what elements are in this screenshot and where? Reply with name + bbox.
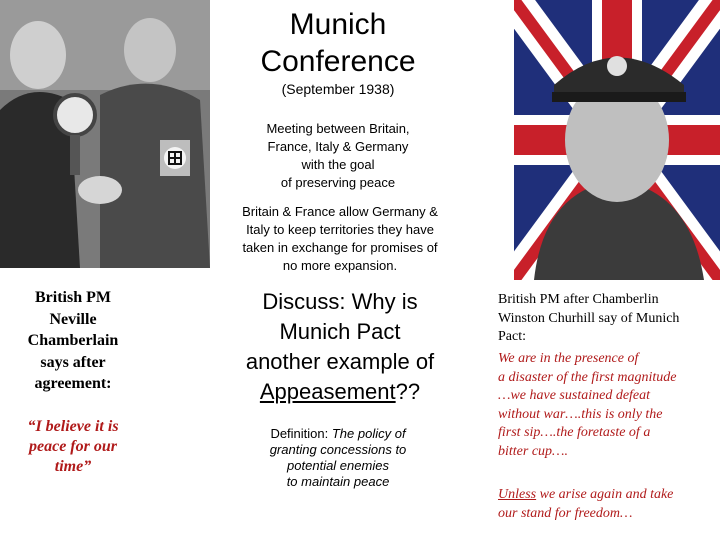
title-line-1: Munich [289,8,387,41]
churchill-intro [498,291,718,347]
chamberlain-quote [14,417,132,477]
discussion-line: Munich Pact [279,319,401,344]
page-title [232,6,444,80]
definition-text: The policy of [331,426,406,441]
unless-word: Unless [498,487,537,502]
meeting-line: with the goal [301,157,375,172]
quote-line: a disaster of the first magnitude [498,369,677,385]
definition-line: granting concessions to [269,442,407,457]
definition-line [232,426,444,442]
caption-line: British PM [35,289,111,306]
title-line-2: Conference [260,45,416,78]
meeting-line: of preserving peace [280,175,396,190]
churchill-quote [498,350,718,461]
quote-line: without war….this is only the [498,406,663,422]
caption-line: Chamberlain [27,332,119,349]
chamberlain-hitler-photo [0,0,210,268]
discussion-line: another example of [245,349,435,374]
discussion-question [222,287,458,407]
definition-block [232,426,444,490]
definition-line: to maintain peace [286,474,390,489]
question-marks: ?? [395,379,421,404]
date-subtitle: (September 1938) [281,81,395,97]
closing-line: our stand for freedom… [498,505,633,521]
chamberlain-caption [14,287,132,395]
quote-line: “I believe it is [27,418,119,435]
appeasement-term: Appeasement [259,379,396,404]
discussion-line: Discuss: Why is [262,289,418,314]
agreement-line: Britain & France allow Germany & [242,204,438,219]
intro-line: Pact: [498,329,526,344]
quote-line: …we have sustained defeat [498,388,651,403]
agreement-line: taken in exchange for promises of [242,240,438,255]
closing-text: we arise again and take [536,487,674,502]
quote-line: bitter cup…. [498,443,568,459]
discussion-line [222,377,458,407]
meeting-line: Meeting between Britain, [266,121,410,136]
photo-drawing [0,0,210,268]
flag-portrait-drawing [514,0,720,280]
caption-line: says after [40,353,106,371]
intro-line: British PM after Chamberlin [498,292,659,307]
definition-label: Definition: [270,426,332,441]
intro-line: Winston Churhill say of Munich [498,310,680,326]
quote-line: peace for our [29,438,117,455]
caption-line: agreement: [34,375,112,392]
quote-line: We are in the presence of [498,351,639,366]
quote-line: time” [54,458,92,475]
closing-line [498,486,718,505]
agreement-description [222,203,458,275]
agreement-line: Italy to keep territories they have [246,222,434,237]
agreement-line: no more expansion. [282,258,398,273]
quote-line: first sip….the foretaste of a [498,425,651,440]
churchill-photo [514,0,720,280]
meeting-line: France, Italy & Germany [267,139,409,154]
meeting-description [232,120,444,192]
definition-line: potential enemies [287,458,389,473]
churchill-closing [498,486,718,523]
caption-line: Neville [49,310,97,328]
